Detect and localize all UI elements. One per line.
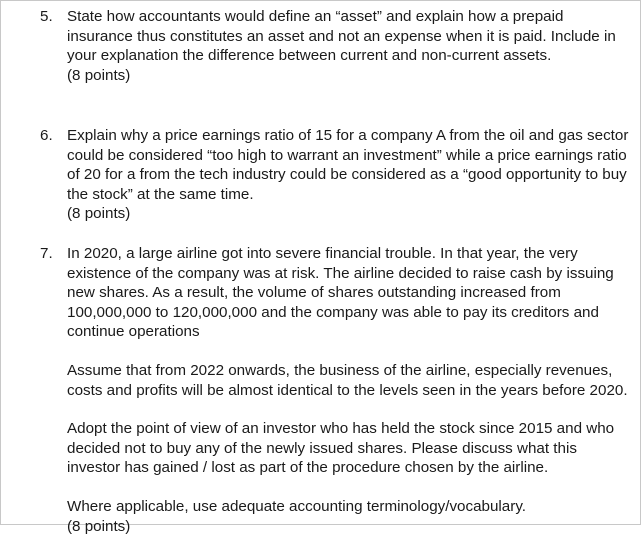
paragraph-gap (67, 342, 632, 361)
question-number: 5. (40, 8, 53, 25)
question-text: In 2020, a large airline got into severe financial trouble. In that year, the very existence of the company was at risk. The airline decided to raise cash by issuing new shares. As a result, the volume of shares outstanding increased from 100,000,000 to 120,000,000 and the company was able to pay its creditors and continue operations (67, 245, 614, 341)
question-text: Assume that from 2022 onwards, the business of the airline, especially revenues, costs and profits will be almost identical to the levels seen in the years before 2020. (67, 361, 628, 399)
question-points: (8 points) (67, 66, 131, 84)
question-points: (8 points) (67, 205, 131, 223)
question-body (67, 7, 632, 85)
question-body (67, 126, 632, 224)
question-body (67, 244, 632, 536)
question-number: 6. (40, 127, 53, 144)
question-points: (8 points) (67, 517, 131, 535)
paragraph-gap (67, 478, 632, 497)
question-text: Adopt the point of view of an investor who has held the stock since 2015 and who decided not to buy any of the newly issued shares. Please discuss what this investor has gained / lost as part of the procedure chosen by the airline. (67, 420, 615, 477)
question-text: State how accountants would define an “asset” and explain how a prepaid insurance thus constitutes an asset and not an expense when it is paid. Include in your explanation the difference between current and non-current assets. (67, 8, 616, 65)
question-text: Where applicable, use adequate accounting terminology/vocabulary. (67, 497, 526, 515)
paragraph-gap (67, 400, 632, 419)
question-text: Explain why a price earnings ratio of 15 for a company A from the oil and gas sector could be considered “too high to warrant an investment” while a price earnings ratio of 20 for a from the tech industry could be considered as a “good opportunity to buy the stock” at the same time. (67, 127, 629, 203)
question-number: 7. (40, 245, 53, 262)
